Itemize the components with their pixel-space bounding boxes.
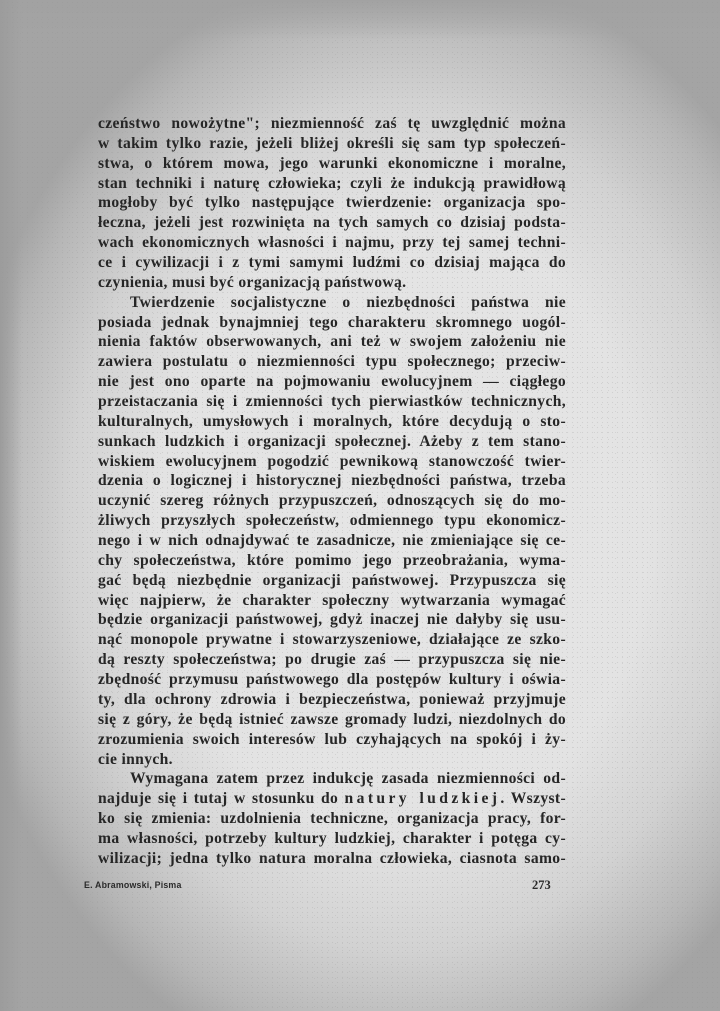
- text-line: się z góry, że będą istnieć zawsze gromady ludzi, niezdolnych do: [98, 710, 566, 728]
- text-fragment: najduje się i tutaj w stosunku do: [98, 790, 339, 808]
- text-line: kulturalnych, umysłowych i moralnych, które decydują o sto-: [98, 412, 566, 430]
- running-footer-title: E. Abramowski, Pisma: [84, 880, 182, 890]
- text-line: ko się zmienia: uzdolnienia techniczne, organizacja pracy, for-: [98, 810, 566, 828]
- text-line: zbędność przymusu państwowego dla postępów kultury i oświa-: [98, 671, 566, 689]
- text-line: łeczna, jeżeli jest rozwinięta na tych samych co dzisiaj podsta-: [98, 214, 566, 232]
- text-line: dą reszty społeczeństwa; po drugie zaś — przypuszcza się nie-: [98, 651, 566, 669]
- text-line: nienia faktów obserwowanych, ani też w swojem założeniu nie: [98, 333, 566, 351]
- body-text: [98, 114, 566, 869]
- text-line: w takim tylko razie, jeżeli bliżej określi się sam typ społeczeń-: [98, 134, 566, 152]
- text-line: wiskiem ewolucyjnem pogodzić pewnikową stanowczość twier-: [98, 452, 566, 470]
- text-line: stwa, o którem mowa, jego warunki ekonomiczne i moralne,: [98, 154, 566, 172]
- text-line: czeństwo nowożytne"; niezmienność zaś tę uwzględnić można: [98, 115, 566, 132]
- text-line: czynienia, musi być organizacją państwową.: [98, 273, 407, 291]
- text-line: gać będą niezbędnie organizacji państwowej. Przypuszcza się: [98, 571, 566, 589]
- text-line: przeistaczania się i zmienności tych pierwiastków technicznych,: [98, 393, 566, 411]
- paragraph-start-line: Twierdzenie socjalistyczne o niezbędności państwa nie: [130, 293, 566, 311]
- text-line: żliwych przyszłych społeczeństw, odmiennego typu ekonomicz-: [98, 512, 566, 530]
- text-line: wach ekonomicznych własności i najmu, przy tej samej techni-: [98, 234, 566, 252]
- text-line: zawiera postulatu o niezmienności typu społecznego; przeciw-: [98, 353, 566, 371]
- text-line: chy społeczeństwa, które pomimo jego przeobrażania, wyma-: [98, 551, 566, 569]
- text-line: nie jest ono oparte na pojmowaniu ewolucyjnem — ciągłego: [98, 373, 566, 391]
- page-number: 273: [532, 878, 551, 892]
- emphasized-spaced-text: natury ludzkiej: [344, 790, 501, 808]
- paragraph-start-line: Wymagana zatem przez indukcję zasada niezmienności od-: [130, 770, 566, 788]
- text-line: ce i cywilizacji i z tymi samymi ludźmi co dzisiaj mająca do: [98, 254, 566, 272]
- text-line: mogłoby być tylko następujące twierdzenie: organizacja spo-: [98, 194, 566, 212]
- text-line: [98, 789, 566, 809]
- text-line: uczynić szereg różnych przypuszczeń, odnoszących się do mo-: [98, 492, 566, 510]
- text-line: wilizacji; jedna tylko natura moralna człowieka, ciasnota samo-: [98, 849, 566, 867]
- text-line: ty, dla ochrony zdrowia i bezpieczeństwa, ponieważ przyjmuje: [98, 690, 566, 708]
- text-line: nego i w nich odnajdywać te zasadnicze, nie zmieniające się ce-: [98, 532, 566, 550]
- text-line: posiada jednak bynajmniej tego charakteru skromnego uogól-: [98, 313, 566, 331]
- text-line: ma własności, potrzeby kultury ludzkiej, charakter i potęga cy-: [98, 829, 566, 847]
- text-line: zrozumienia swoich interesów lub czyhających na spokój i ży-: [98, 730, 566, 748]
- text-fragment: . Wszyst-: [500, 790, 566, 808]
- text-line: więc najpierw, że charakter społeczny wytwarzania wymagać: [98, 591, 566, 609]
- text-line: nąć monopole prywatne i stowarzyszeniowe, działające ze szko-: [98, 631, 566, 649]
- text-line: sunkach ludzkich i organizacji społecznej. Ażeby z tem stano-: [98, 432, 566, 450]
- text-line: będzie organizacji państwowej, gdyż inaczej nie dałyby się usu-: [98, 611, 566, 629]
- text-line: cie innych.: [98, 750, 173, 768]
- text-line: dzenia o logicznej i historycznej niezbędności państwa, trzeba: [98, 472, 566, 490]
- text-line: stan techniki i naturę człowieka; czyli że indukcją prawidłową: [98, 174, 566, 192]
